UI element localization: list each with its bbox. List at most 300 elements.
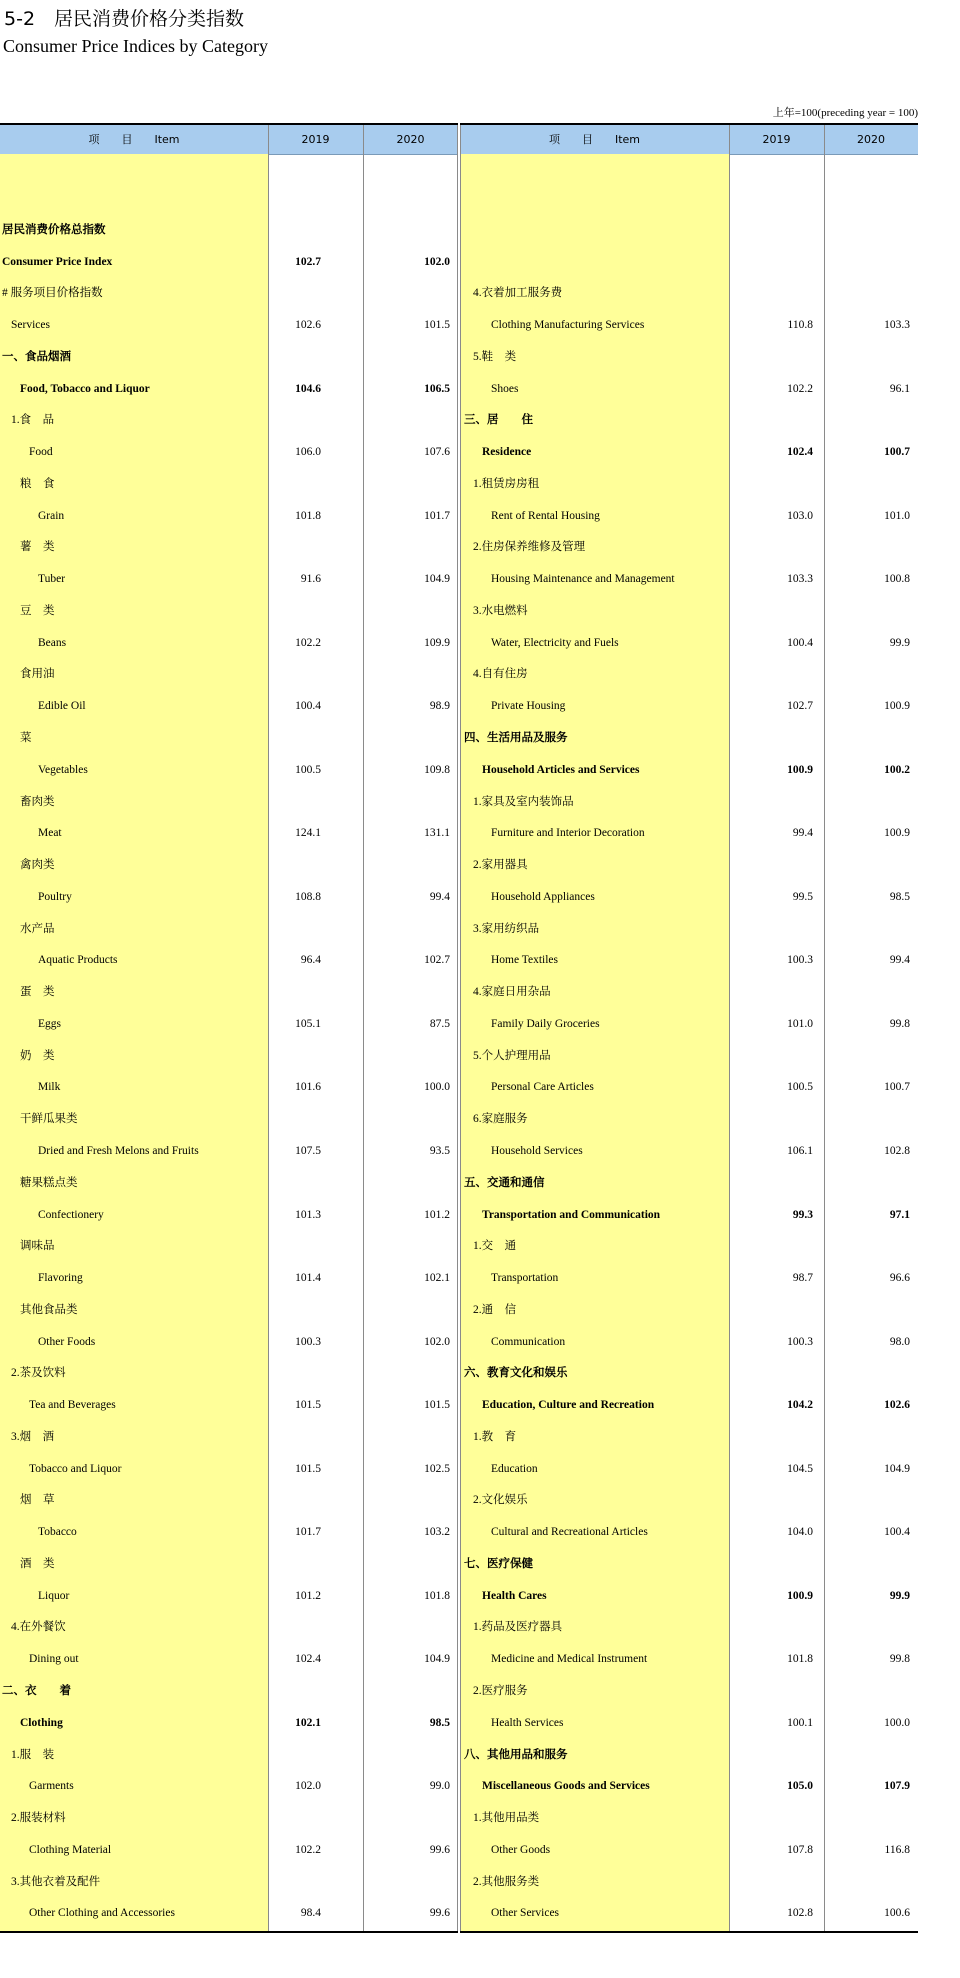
table-row [0,914,458,946]
value-2019: 100.5 [787,1081,813,1094]
value-2019: 103.3 [787,573,813,586]
value-2020: 99.9 [889,636,910,649]
row-label: 1.服 装 [11,1748,55,1761]
value-2020: 100.9 [884,827,910,840]
table-bottom-rule [0,1931,458,1933]
value-2020: 99.6 [429,1843,450,1856]
table-row [0,691,458,723]
row-label: 3.家用纺织品 [473,922,540,935]
row-label: Consumer Price Index [2,255,113,268]
table-row [460,1644,918,1676]
value-2019: 101.0 [787,1017,813,1030]
table-row [460,1549,918,1581]
value-2020: 103.2 [424,1526,450,1539]
value-2020: 98.5 [429,1716,450,1729]
table-row [460,882,918,914]
row-label: 4.家庭日用杂品 [473,986,551,999]
row-label: 3.水电燃料 [473,604,528,617]
value-2020: 98.5 [889,890,910,903]
row-label: 4.在外餐饮 [11,1621,66,1634]
value-2019: 105.1 [295,1017,321,1030]
row-label: Vegetables [38,763,88,776]
value-2019: 102.1 [295,1716,321,1729]
page-title-zh: 5-2 居民消费价格分类指数 [4,8,245,30]
value-2020: 103.3 [884,319,910,332]
value-2020: 99.8 [889,1017,910,1030]
row-label: Other Services [491,1907,560,1920]
value-2019: 101.7 [295,1526,321,1539]
table-row [0,1231,458,1263]
row-label: Water, Electricity and Fuels [491,636,619,649]
table-row [460,469,918,501]
row-label: 3.烟 酒 [11,1430,55,1443]
table-row [0,659,458,691]
table-row [460,374,918,406]
row-label: Health Cares [482,1589,547,1602]
table-row [460,850,918,882]
value-2019: 102.8 [787,1907,813,1920]
row-label: 1.家具及室内装饰品 [473,795,574,808]
value-2020: 104.9 [424,1653,450,1666]
value-2019: 101.6 [295,1081,321,1094]
table-row [0,469,458,501]
table-row [460,723,918,755]
row-label: Education, Culture and Recreation [482,1399,655,1412]
row-label: Food, Tobacco and Liquor [20,382,150,395]
table-row [460,564,918,596]
table-row [0,787,458,819]
table-row [0,1803,458,1835]
value-2020: 97.1 [889,1208,910,1221]
table-row [0,1327,458,1359]
table-row [0,278,458,310]
row-label: Tobacco [38,1526,77,1539]
row-label: 5.鞋 类 [473,350,517,363]
value-2020: 101.7 [424,509,450,522]
row-label: Poultry [38,890,72,903]
row-label: 1.其他用品类 [473,1812,540,1825]
value-2019: 102.4 [295,1653,321,1666]
left-table [0,123,458,1931]
value-2019: 103.0 [787,509,813,522]
table-row [0,501,458,533]
value-2020: 99.0 [429,1780,450,1793]
value-2019: 98.7 [792,1272,813,1285]
value-2019: 102.0 [295,1780,321,1793]
value-2020: 99.9 [889,1589,910,1602]
table-row [460,247,918,279]
value-2020: 104.9 [424,573,450,586]
page-title-en: Consumer Price Indices by Category [3,36,268,56]
row-label: Family Daily Groceries [491,1017,600,1030]
row-label: 4.自有住房 [473,668,528,681]
row-label: Tuber [38,573,66,586]
row-label: Transportation [491,1272,559,1285]
table-row [460,1485,918,1517]
value-2020: 99.8 [889,1653,910,1666]
left-rows [0,183,458,1930]
table-row [460,215,918,247]
table-row [460,1327,918,1359]
table-row [460,1358,918,1390]
row-label: Personal Care Articles [491,1081,594,1094]
row-label: 酒 类 [20,1557,55,1570]
row-label: Shoes [491,382,519,395]
row-label: 七、医疗保健 [464,1557,533,1570]
value-2020: 100.4 [884,1526,910,1539]
value-2020: 107.6 [424,446,450,459]
table-row [460,691,918,723]
table-row [0,215,458,247]
table-row [0,1422,458,1454]
row-label: Home Textiles [491,954,559,967]
table-row [0,882,458,914]
table-row [0,1644,458,1676]
row-label: Miscellaneous Goods and Services [482,1780,650,1793]
value-2020: 100.0 [884,1716,910,1729]
value-2020: 101.0 [884,509,910,522]
table-row [0,1867,458,1899]
table-row [460,787,918,819]
header-2020: 2020 [857,133,885,146]
value-2020: 101.2 [424,1208,450,1221]
row-label: 1.教 育 [473,1430,517,1443]
row-label: Aquatic Products [38,954,118,967]
table-row [460,1072,918,1104]
row-label: 四、生活用品及服务 [464,732,568,745]
table-row [460,1581,918,1613]
value-2019: 124.1 [295,827,321,840]
value-2019: 104.6 [295,382,321,395]
table-row [460,659,918,691]
table-row [0,1549,458,1581]
row-label: Clothing Manufacturing Services [491,319,645,332]
value-2019: 99.5 [792,890,813,903]
row-label: Eggs [38,1017,61,1030]
row-label: Meat [38,827,62,840]
table-row [460,914,918,946]
table-row [0,1581,458,1613]
table-row [0,628,458,660]
table-row [0,1771,458,1803]
table-row [460,596,918,628]
row-label: Liquor [38,1589,70,1602]
table-row [0,1454,458,1486]
value-2019: 108.8 [295,890,321,903]
value-2019: 100.5 [295,763,321,776]
row-label: Household Articles and Services [482,763,640,776]
table-row [460,1517,918,1549]
row-label: Private Housing [491,700,566,713]
row-label: Household Services [491,1144,583,1157]
value-2019: 106.1 [787,1144,813,1157]
table-row [0,1295,458,1327]
value-2020: 98.0 [889,1335,910,1348]
table-row [460,1041,918,1073]
row-label: 水产品 [20,922,55,935]
row-label: 糖果糕点类 [20,1176,78,1189]
row-label: 三、居 住 [464,414,533,427]
table-row [0,1263,458,1295]
table-row [0,1612,458,1644]
table-row [460,1231,918,1263]
row-label: 奶 类 [20,1049,55,1062]
table-row [460,628,918,660]
table-row [0,818,458,850]
table-row [0,247,458,279]
value-2019: 101.5 [295,1399,321,1412]
value-2019: 101.5 [295,1462,321,1475]
value-2019: 101.4 [295,1272,321,1285]
row-label: Flavoring [38,1272,83,1285]
table-row [0,1009,458,1041]
row-label: 其他食品类 [20,1303,78,1316]
row-label: Transportation and Communication [482,1208,661,1221]
row-label: Housing Maintenance and Management [491,573,675,586]
row-label: Rent of Rental Housing [491,509,600,522]
table-row [460,1740,918,1772]
table-row [0,1200,458,1232]
value-2020: 102.8 [884,1144,910,1157]
row-label: # 服务项目价格指数 [2,287,103,300]
value-2019: 100.9 [787,1589,813,1602]
table-row [0,1041,458,1073]
table-row [0,374,458,406]
row-label: 五、交通和通信 [464,1176,545,1189]
table-row [460,1390,918,1422]
table-row [0,1740,458,1772]
table-row [0,1136,458,1168]
row-label: Food [29,446,53,459]
row-label: 2.通 信 [473,1303,517,1316]
table-row [460,1295,918,1327]
row-label: 粮 食 [20,477,55,490]
row-label: 一、食品烟酒 [2,350,71,363]
value-2019: 99.4 [792,827,813,840]
table-row [460,1168,918,1200]
table-row [460,278,918,310]
value-2019: 102.6 [295,319,321,332]
value-2019: 102.2 [295,636,321,649]
table-row [460,1867,918,1899]
row-label: 4.衣着加工服务费 [473,287,563,300]
table-row [460,818,918,850]
table-row [460,532,918,564]
table-row [0,1676,458,1708]
value-2019: 101.3 [295,1208,321,1221]
table-row [0,1168,458,1200]
table-row [0,1835,458,1867]
table-row [0,1517,458,1549]
table-row [460,405,918,437]
table-row [460,1263,918,1295]
table-row [0,532,458,564]
row-label: Cultural and Recreational Articles [491,1526,648,1539]
table-row [0,977,458,1009]
value-2020: 102.1 [424,1272,450,1285]
value-2019: 102.2 [295,1843,321,1856]
table-row [460,1422,918,1454]
row-label: Garments [29,1780,74,1793]
row-label: 豆 类 [20,604,55,617]
row-label: Tea and Beverages [29,1399,116,1412]
row-label: Other Foods [38,1335,96,1348]
row-label: 蛋 类 [20,986,55,999]
value-2020: 101.5 [424,1399,450,1412]
table-row [0,1485,458,1517]
row-label: 二、衣 着 [2,1684,71,1697]
value-2020: 106.5 [424,382,450,395]
table-row [460,1454,918,1486]
value-2019: 99.3 [792,1208,813,1221]
row-label: 菜 [20,732,32,745]
row-label: Milk [38,1081,61,1094]
table-row [460,437,918,469]
row-label: Dried and Fresh Melons and Fruits [38,1144,199,1157]
value-2019: 101.2 [295,1589,321,1602]
row-label: 1.药品及医疗器具 [473,1621,563,1634]
table-row [460,1104,918,1136]
value-2020: 100.7 [884,446,910,459]
table-row [460,945,918,977]
header-2020: 2020 [396,133,425,146]
row-label: Confectionery [38,1208,104,1221]
value-2019: 106.0 [295,446,321,459]
row-label: 居民消费价格总指数 [2,223,106,236]
table-row [0,310,458,342]
row-label: 2.家用器具 [473,859,528,872]
table-row [460,1612,918,1644]
value-2019: 102.2 [787,382,813,395]
value-2020: 101.5 [424,319,450,332]
table-row [0,1072,458,1104]
row-label: Edible Oil [38,700,86,713]
table-row [0,437,458,469]
value-2020: 102.6 [884,1399,910,1412]
row-label: 1.食 品 [11,414,55,427]
table-row [0,1104,458,1136]
row-label: 八、其他用品和服务 [464,1748,568,1761]
value-2020: 100.8 [884,573,910,586]
row-label: 干鲜瓜果类 [20,1113,78,1126]
table-row [460,1771,918,1803]
value-2019: 102.7 [295,255,321,268]
value-2019: 104.0 [787,1526,813,1539]
row-label: 调味品 [20,1240,55,1253]
value-2019: 101.8 [787,1653,813,1666]
value-2020: 99.6 [429,1907,450,1920]
value-2020: 109.9 [424,636,450,649]
row-label: Other Goods [491,1843,551,1856]
row-label: 3.其他衣着及配件 [11,1875,101,1888]
table-row [0,1358,458,1390]
value-2019: 100.1 [787,1716,813,1729]
row-label: 2.医疗服务 [473,1684,528,1697]
value-2020: 98.9 [429,700,450,713]
row-label: 1.租赁房房租 [473,477,540,490]
row-label: Beans [38,636,67,649]
row-label: 2.住房保养维修及管理 [473,541,586,554]
value-2019: 107.5 [295,1144,321,1157]
value-2019: 91.6 [300,573,321,586]
row-label: Tobacco and Liquor [29,1462,122,1475]
value-2020: 107.9 [884,1780,910,1793]
value-2019: 102.4 [787,446,813,459]
value-2020: 100.2 [884,763,910,776]
value-2020: 102.5 [424,1462,450,1475]
row-label: 2.其他服务类 [473,1875,540,1888]
table-row [0,183,458,215]
unit-note: 上年=100(preceding year = 100) [772,107,918,119]
table-row [0,342,458,374]
table-row [460,1136,918,1168]
value-2020: 99.4 [889,954,910,967]
row-label: 食用油 [20,668,55,681]
row-label: 薯 类 [20,541,55,554]
value-2019: 110.8 [787,319,813,332]
value-2020: 102.0 [424,1335,450,1348]
row-label: 2.服装材料 [11,1812,66,1825]
table-row [460,342,918,374]
value-2020: 104.9 [884,1462,910,1475]
value-2020: 131.1 [424,827,450,840]
header-item: 项 目 Item [88,133,180,146]
table-row [0,596,458,628]
row-label: Clothing Material [29,1843,112,1856]
table-row [460,310,918,342]
value-2020: 100.7 [884,1081,910,1094]
row-label: Furniture and Interior Decoration [491,827,645,840]
value-2020: 100.6 [884,1907,910,1920]
row-label: Medicine and Medical Instrument [491,1653,648,1666]
table-row [460,1898,918,1930]
table-row [0,405,458,437]
value-2019: 98.4 [300,1907,321,1920]
value-2019: 100.3 [787,954,813,967]
table-row [460,1803,918,1835]
value-2019: 102.7 [787,700,813,713]
row-label: Household Appliances [491,890,595,903]
row-label: 烟 草 [20,1494,55,1507]
value-2020: 100.0 [424,1081,450,1094]
table-row [460,977,918,1009]
value-2020: 102.7 [424,954,450,967]
value-2020: 109.8 [424,763,450,776]
row-label: 2.茶及饮料 [11,1367,66,1380]
row-label: 六、教育文化和娱乐 [464,1367,568,1380]
table-row [460,501,918,533]
table-row [460,1708,918,1740]
row-label: Residence [482,446,532,459]
row-label: Dining out [29,1653,79,1666]
right-table [460,123,918,1931]
row-label: 6.家庭服务 [473,1113,528,1126]
table-row [0,850,458,882]
header-2019: 2019 [762,133,791,146]
table-row [0,755,458,787]
row-label: Communication [491,1335,566,1348]
table-row [460,1676,918,1708]
row-label: 禽肉类 [20,859,55,872]
value-2019: 104.5 [787,1462,813,1475]
value-2019: 100.4 [787,636,813,649]
table-row [460,183,918,215]
value-2019: 100.3 [295,1335,321,1348]
value-2019: 100.9 [787,763,813,776]
table-row [0,723,458,755]
table-row [460,755,918,787]
header-item: 项 目 Item [548,133,641,146]
